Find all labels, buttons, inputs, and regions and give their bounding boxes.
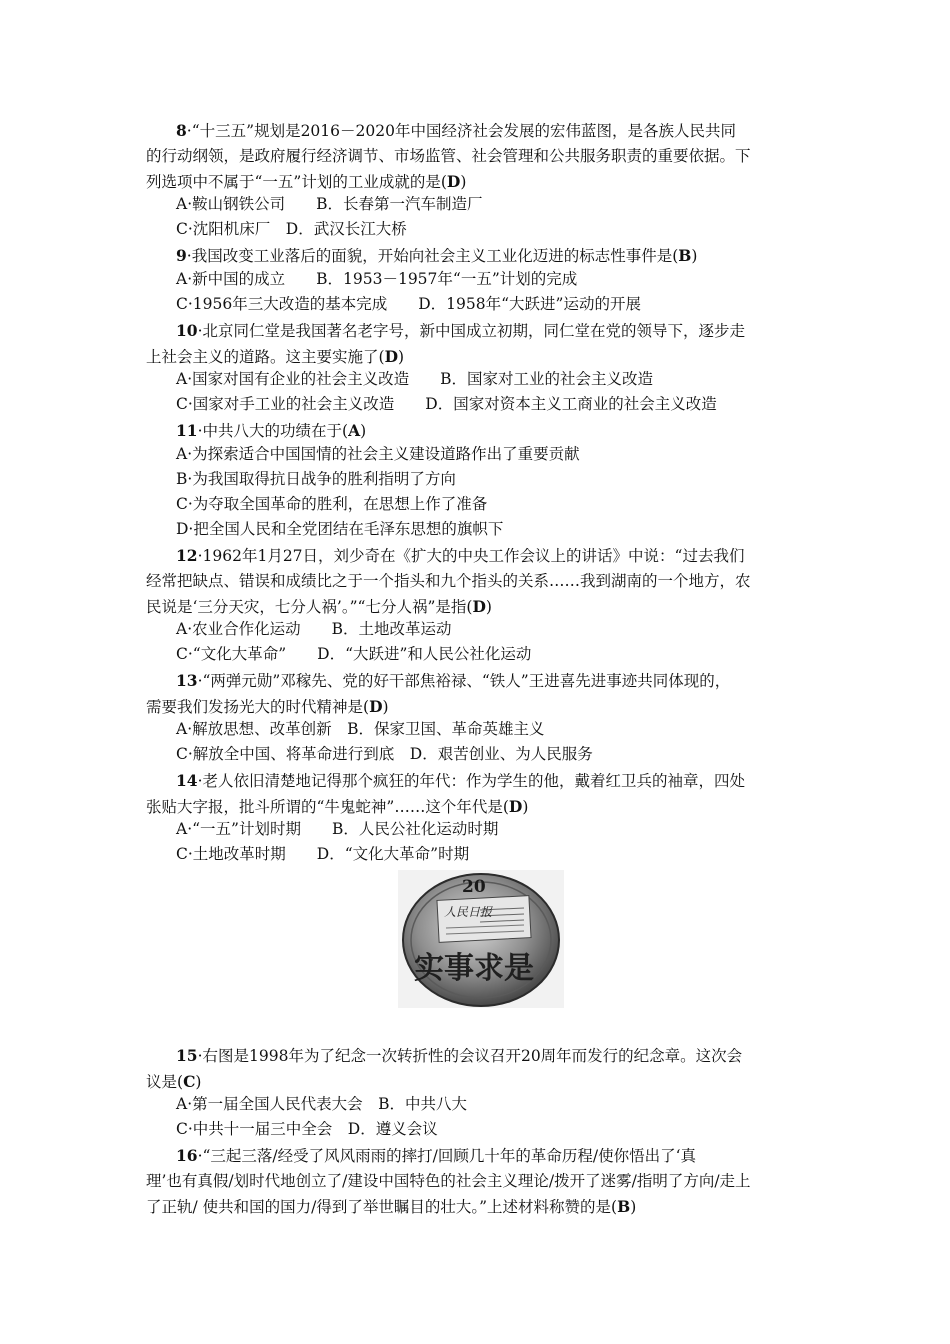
- question-9: 9·我国改变工业落后的面貌，开始向社会主义工业化迈进的标志性事件是(B): [176, 246, 698, 265]
- option-line: C·解放全中国、将革命进行到底 D．艰苦创业、为人民服务: [176, 745, 593, 763]
- option-line: C·为夺取全国革命的胜利，在思想上作了准备: [176, 495, 488, 513]
- question-text: ·1962年1月27日，刘少奇在《扩大的中央工作会议上的讲话》中说：“过去我们: [197, 547, 745, 565]
- commemorative-medal-image: [398, 870, 564, 1008]
- option-line: A·为探索适合中国国情的社会主义建设道路作出了重要贡献: [176, 445, 580, 463]
- medal-newspaper-title: 人民日报: [444, 905, 493, 919]
- answer-letter: D: [508, 797, 523, 816]
- answer-letter: D: [472, 597, 486, 616]
- question-number: 15: [176, 1046, 198, 1065]
- question-text: ·“两弹元勋”邓稼先、党的好干部焦裕禄、“铁人”王进喜先进事迹共同体现的，: [197, 672, 731, 690]
- question-text: 经常把缺点、错误和成绩比之于一个指头和九个指头的关系……我到湖南的一个地方，农: [146, 572, 751, 590]
- question-number: 11: [176, 421, 198, 440]
- option-line: C·沈阳机床厂 D．武汉长江大桥: [176, 220, 407, 238]
- question-10: 10·北京同仁堂是我国著名老字号，新中国成立初期，同仁堂在党的领导下，逐步走 上社会主义的道路。这主要实施了(D): [146, 321, 746, 366]
- question-number: 12: [176, 546, 198, 565]
- question-text: 了正轨/ 使共和国的国力/得到了举世瞩目的壮大。”上述材料称赞的是(: [146, 1198, 618, 1216]
- medal-slogan: 实事求是: [414, 951, 534, 986]
- option-line: B·为我国取得抗日战争的胜利指明了方向: [176, 470, 456, 488]
- answer-letter: A: [348, 421, 361, 440]
- question-text: ·“三起三落/经受了风风雨雨的摔打/回顾几十年的革命历程/使你悟出了‘真: [197, 1147, 697, 1165]
- question-number: 8: [176, 121, 187, 140]
- answer-letter: C: [183, 1072, 196, 1091]
- option-line: D·把全国人民和全党团结在毛泽东思想的旗帜下: [176, 520, 504, 538]
- option-line: A·农业合作化运动 B．土地改革运动: [176, 620, 452, 638]
- question-text: 议是(: [146, 1073, 184, 1091]
- question-13: 13·“两弹元勋”邓稼先、党的好干部焦裕禄、“铁人”王进喜先进事迹共同体现的， 需要我们发扬光大的时代精神是(D): [146, 671, 731, 716]
- question-text: 民说是‘三分天灾，七分人祸’。”“七分人祸”是指(: [146, 598, 473, 616]
- question-text: ·老人依旧清楚地记得那个疯狂的年代：作为学生的他，戴着红卫兵的袖章，四处: [197, 772, 746, 790]
- medal-number: 20: [462, 877, 486, 897]
- answer-letter: D: [446, 172, 461, 191]
- medal-newspaper-plate: [437, 896, 531, 943]
- option-line: C·土地改革时期 D．“文化大革命”时期: [176, 845, 470, 863]
- question-number: 16: [176, 1146, 198, 1165]
- option-line: A·解放思想、改革创新 B．保家卫国、革命英雄主义: [176, 720, 545, 738]
- answer-letter: D: [384, 347, 399, 366]
- question-text: 理’也有真假/划时代地创立了/建设中国特色的社会主义理论/拨开了迷雾/指明了方向/走上: [146, 1172, 751, 1190]
- question-text: ·我国改变工业落后的面貌，开始向社会主义工业化迈进的标志性事件是(: [186, 247, 679, 265]
- question-number: 10: [176, 321, 198, 340]
- option-line: A·新中国的成立 B．1953－1957年“一五”计划的完成: [176, 270, 578, 288]
- question-text: 张贴大字报，批斗所谓的“牛鬼蛇神”……这个年代是(: [146, 798, 509, 816]
- answer-letter: D: [369, 697, 383, 716]
- option-line: A·鞍山钢铁公司 B．长春第一汽车制造厂: [176, 195, 483, 213]
- question-12: 12·1962年1月27日，刘少奇在《扩大的中央工作会议上的讲话》中说：“过去我们 经常把缺点、错误和成绩比之于一个指头和九个指头的关系……我到湖南的一个地方，农 民说是‘三分天灾，七分人祸’。”“七分人祸”是指(D): [146, 546, 751, 616]
- question-number: 9: [176, 246, 187, 265]
- option-line: C·国家对手工业的社会主义改造 D．国家对资本主义工商业的社会主义改造: [176, 395, 717, 413]
- question-number: 14: [176, 771, 198, 790]
- question-15: 15·右图是1998年为了纪念一次转折性的会议召开20周年而发行的纪念章。这次会 议是(C): [146, 1046, 743, 1091]
- question-11: 11·中共八大的功绩在于(A): [176, 421, 367, 440]
- option-line: A·国家对国有企业的社会主义改造 B．国家对工业的社会主义改造: [176, 370, 654, 388]
- question-text: 需要我们发扬光大的时代精神是(: [146, 698, 370, 716]
- option-line: C·中共十一届三中全会 D．遵义会议: [176, 1120, 438, 1138]
- option-line: C·“文化大革命” D．“大跃进”和人民公社化运动: [176, 645, 532, 663]
- question-text: ·北京同仁堂是我国著名老字号，新中国成立初期，同仁堂在党的领导下，逐步走: [197, 322, 746, 340]
- answer-letter: B: [617, 1197, 631, 1216]
- option-line: C·1956年三大改造的基本完成 D．1958年“大跃进”运动的开展: [176, 295, 641, 313]
- question-text: ·右图是1998年为了纪念一次转折性的会议召开20周年而发行的纪念章。这次会: [197, 1047, 743, 1065]
- question-text: 列选项中不属于“一五”计划的工业成就的是(: [146, 173, 447, 191]
- option-line: A·第一届全国人民代表大会 B．中共八大: [176, 1095, 468, 1113]
- question-16: 16·“三起三落/经受了风风雨雨的摔打/回顾几十年的革命历程/使你悟出了‘真 理’也有真假/划时代地创立了/建设中国特色的社会主义理论/拨开了迷雾/指明了方向/走上 了正轨/ 使共和国的国力/得到了举世瞩目的壮大。”上述材料称赞的是(B): [146, 1146, 751, 1216]
- question-14: 14·老人依旧清楚地记得那个疯狂的年代：作为学生的他，戴着红卫兵的袖章，四处 张贴大字报，批斗所谓的“牛鬼蛇神”……这个年代是(D): [146, 771, 746, 816]
- option-line: A·“一五”计划时期 B．人民公社化运动时期: [176, 820, 499, 838]
- question-number: 13: [176, 671, 198, 690]
- question-text: 上社会主义的道路。这主要实施了(: [146, 348, 385, 366]
- question-text: 的行动纲领，是政府履行经济调节、市场监管、社会管理和公共服务职责的重要依据。下: [146, 147, 751, 165]
- answer-letter: B: [678, 246, 692, 265]
- question-text: ·中共八大的功绩在于(: [197, 422, 349, 440]
- question-8: 8·“十三五”规划是2016－2020年中国经济社会发展的宏伟蓝图，是各族人民共同 的行动纲领，是政府履行经济调节、市场监管、社会管理和公共服务职责的重要依据。下 列选项中不属于“一五”计划的工业成就的是(D): [146, 121, 751, 191]
- question-text: ·“十三五”规划是2016－2020年中国经济社会发展的宏伟蓝图，是各族人民共同: [186, 122, 736, 140]
